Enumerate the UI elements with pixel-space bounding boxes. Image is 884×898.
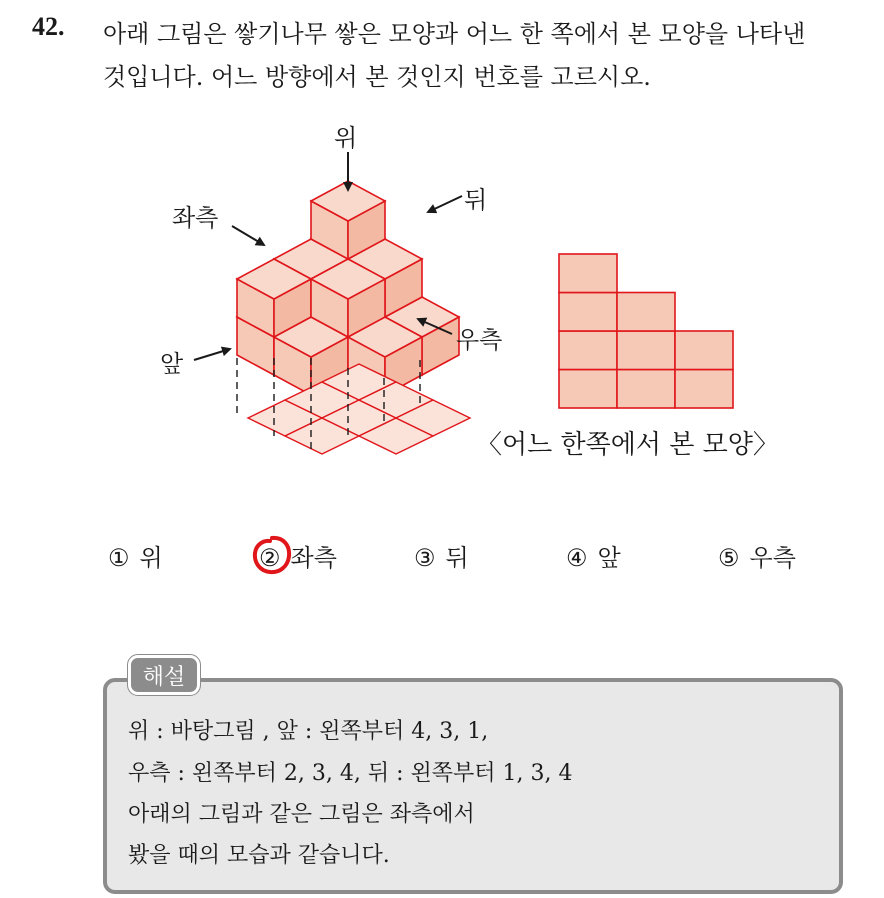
choice-2-number: ② — [259, 544, 281, 572]
choice-2-label: 좌측 — [290, 544, 337, 572]
label-front: 앞 — [160, 350, 184, 378]
label-left: 좌측 — [172, 204, 219, 232]
arrow-left — [232, 226, 264, 245]
choice-5-number: ⑤ — [718, 544, 740, 572]
side-view-cell — [617, 293, 675, 332]
side-view-cell — [559, 293, 617, 332]
choice-3-number: ③ — [414, 544, 436, 572]
choice-2[interactable] — [259, 538, 337, 573]
choice-3-label: 뒤 — [445, 544, 469, 572]
label-back: 뒤 — [464, 186, 488, 214]
explanation-line-1: 위 : 바탕그림 , 앞 : 왼쪽부터 4, 3, 1, — [128, 719, 489, 744]
choice-3[interactable] — [414, 538, 469, 573]
side-view-cell — [675, 331, 733, 370]
explanation-line-3: 아래의 그림과 같은 그림은 좌측에서 — [128, 802, 475, 827]
side-view-cell — [617, 370, 675, 409]
choice-5-label: 우측 — [749, 544, 796, 572]
choice-4-label: 앞 — [597, 544, 621, 572]
question-number: 42. — [32, 12, 65, 41]
arrow-front — [194, 349, 230, 360]
explanation-line-4: 봤을 때의 모습과 같습니다. — [128, 843, 390, 868]
side-view-cell — [617, 331, 675, 370]
explanation-line-2: 우측 : 왼쪽부터 2, 3, 4, 뒤 : 왼쪽부터 1, 3, 4 — [128, 761, 573, 786]
cube-stack — [237, 181, 459, 395]
side-view-caption: 〈어느 한쪽에서 본 모양〉 — [476, 430, 779, 460]
choice-1[interactable] — [108, 538, 163, 573]
side-view-cell — [559, 331, 617, 370]
choice-5[interactable] — [718, 538, 796, 573]
side-view-grid — [559, 254, 733, 408]
label-right: 우측 — [456, 326, 503, 354]
label-top: 위 — [334, 124, 358, 152]
side-view-cell — [675, 370, 733, 409]
side-view-cell — [559, 370, 617, 409]
explanation-tag: 해설 — [128, 655, 200, 695]
choice-1-number: ① — [108, 544, 130, 572]
choice-4[interactable] — [566, 538, 621, 573]
choice-4-number: ④ — [566, 544, 588, 572]
answer-choices — [0, 538, 884, 578]
arrow-back — [428, 196, 462, 212]
question-text-line-2: 것입니다. 어느 방향에서 본 것인지 번호를 고르시오. — [103, 63, 651, 91]
side-view-cell — [559, 254, 617, 293]
choice-1-label: 위 — [139, 544, 163, 572]
question-text-line-1: 아래 그림은 쌓기나무 쌓은 모양과 어느 한 쪽에서 본 모양을 나타낸 — [103, 20, 806, 48]
